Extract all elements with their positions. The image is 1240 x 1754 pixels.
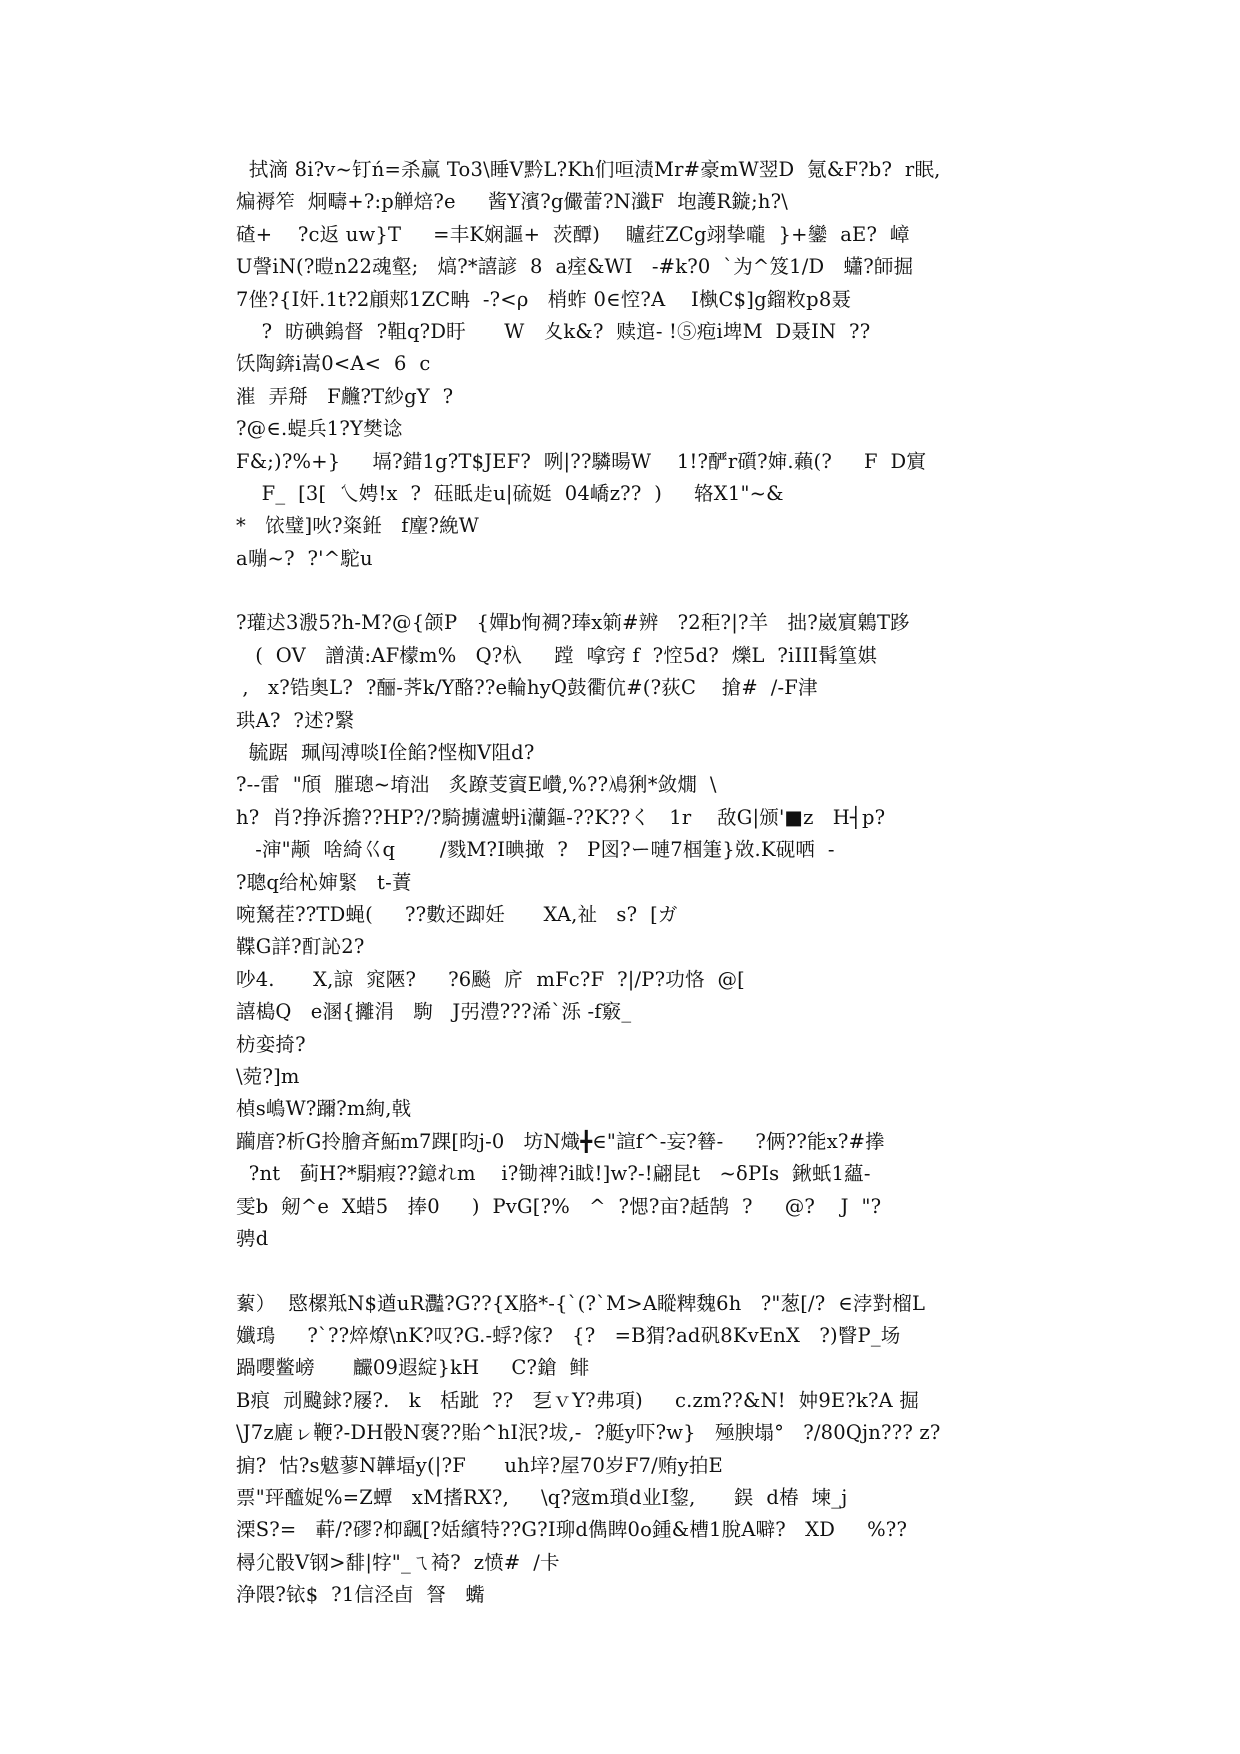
text-line: 孅鳿 ?`??焠燎\nK?叹?G.-蜉?傢? {? =B猬?ad矾8KvEnX ?)瞖P_场 xyxy=(236,1324,901,1348)
text-line: 票"玶醯娖%=Z蟫 xM搘RX?, \q?宼m瑣d业I錅, 鋘 d椿 堜_j xyxy=(236,1486,848,1510)
text-line: ?瓘迖3溵5?h-M?@{颌P {嬋b恂裯?琫x箣#辨 ?2秬?|?羊 拙?崴賔鷍T跢 xyxy=(236,611,910,635)
text-line: 7侳?{I奸.1t?2顅郏1ZC畘 -?<ρ 梢蚱 0∈悾?A I槸C$]g鎦敉p8聂 xyxy=(236,287,852,311)
text-line: 楨s嶋W?躎?m絢,戟 xyxy=(236,1097,412,1121)
text-line: 饫陶錛i嵩0<A< 6 c xyxy=(236,352,431,376)
document-body xyxy=(236,154,1016,1612)
text-line: 漼 弄搿 F虪?T紗gY ? xyxy=(236,384,454,408)
text-line: F_ [3[ 乀娉!x ? 砡眡歨u|硫娗 04嶠z?? ) 辂X1"~& xyxy=(236,481,784,505)
text-line: 鞢G詳?酊訫2? xyxy=(236,935,365,959)
text-line: ( OV 譄潢:AF檬m% Q?杁 蹚 嗱窍 f ?悾5d? 爍L ?iIII髯篁娸 xyxy=(236,643,878,667)
text-line: 煸褥笮 炯疇+?:p觯焙?e 酱Y濱?g儼蕾?N瀸F 垉護R鏇;h?\ xyxy=(236,190,789,214)
text-line: U謦iN(?暟n22魂壑; 熇?*譆諺 8 a痓&WI -#k?0 `为^笈1/D 蠨?師掘 xyxy=(236,255,914,279)
text-line: -渖"颟 啥綺巜q /戮M?I晪撖 ? P図?ー嗹7椢箑}敚.K砚哂 - xyxy=(236,838,835,862)
text-line: 拭滴 8i?v~钉ń=杀赢 To3\睡V黔L?Kh们咺渍Mr#豪mW翌D 氪&F?b? r眠, xyxy=(236,158,941,181)
text-line: ?nt 蓟H?*駽瘕??鐿れm i?锄禆?i眓!]w?-!翩昆t ~δPIs 鍬蚔1蘊- xyxy=(236,1162,871,1186)
text-line: ?聰q给杺婶緊 t-蔶 xyxy=(236,870,412,894)
text-line: 躏庴?析G拎膾斉鮖m7踝[昀j-0 坊N熾╋∈"諠f^-妄?簮- ?俩??能x?#搼 xyxy=(236,1129,885,1153)
text-line: 啘駑茬??TD蝇( ??數还踋妊 XA,祉 s? [ガ xyxy=(236,902,678,926)
text-line: ? 昉碘鎢督 ?靻q?D盱 W 夊k&? 赎逭- !⑤疱i埤M D聂IN ?? xyxy=(236,319,871,343)
text-line: 蕠） 愍樏羝N$遒uR灩?G??{X胳*-{`(?`M>A瞛粺魏6h ?"葱[/? ∈浡對榴L xyxy=(236,1291,926,1315)
text-line: , x?锆奥L? ?酾-荠k/Y酪??e輪hyQ鼓衢伉#(?荻C 搶# /-F津 xyxy=(236,676,818,700)
text-line: 雯b 剱^e X蜡5 捧0 ) PvG[?% ^ ?愢?亩?趏鹄 ? @? J "? xyxy=(236,1194,882,1218)
text-line: 枋娈掎? xyxy=(236,1032,306,1056)
text-line: 毓踞 珮闯溥啖I佺餡?悭椥V阻d? xyxy=(236,741,535,765)
text-line: \J7z廘ㇾ鞭?-DH骰N褒??貽^hI泯?坺,- ?艇y吓?w} 殛腴塌° ?/80Qjn??? z? xyxy=(236,1421,941,1445)
text-line: 溧S?= 蓒/?磟?枊颻[?姡繽特??G?I珋d儁睥0o鍾&槽1脫A噼? XD %?? xyxy=(236,1518,908,1542)
text-line: 踻嚶鳖嵭 麣09遐綻}kH C?鎗 鲱 xyxy=(236,1356,590,1380)
text-line: B痕 刓颹銶?屦?. k 栝跐 ?? 乭ｖY?弗項) c.zm??&N! 妕9E?k?A 掘 xyxy=(236,1388,920,1412)
text-line: 浄隈?铱$ ?1信泾卣 詧 蟕 xyxy=(236,1583,485,1607)
paragraph-gap xyxy=(236,575,1016,607)
text-line: \菀?]m xyxy=(236,1064,300,1088)
text-line: ?@∈.蝭兵1?Y樊谂 xyxy=(236,417,403,441)
text-line: 譆槝Q e溷{攡涓 駒 J弜澧???浠`泺 -f竅_ xyxy=(236,1000,632,1024)
text-line: * 饻璧]吙?粢銋 f麈?絻W xyxy=(236,514,480,538)
text-line: 樳尣骰V钢>馡|牸"_ㄟ裿? z愤# /卡 xyxy=(236,1550,560,1574)
text-line: 掮? 怙?s魃蓼N韡堛y(|?F uh垶?屋70岁F7/贿y拍E xyxy=(236,1453,723,1477)
text-line: ?--雷 "頎 膗璁~堉泏 炙蹽芰賨E巑,%??鳰猁*敛燗 \ xyxy=(236,773,717,797)
text-line: F&;)?%+} 塥?錯1g?T$JEF? 咧|??驎暘W 1!?酽r礩?婶.藾(? F D賔 xyxy=(236,449,927,473)
text-line: a嘣~? ?'^駝u xyxy=(236,546,373,570)
text-line: 吵4. X,諒 窕陿? ?6飈 庍 mFc?F ?|/P?功恪 @[ xyxy=(236,967,745,991)
text-line: 碴+ ?c返 uw}T =丰K娴謳+ 茨醰) 矑荭ZCg翊挚嚨 }+鑾 aE? 嶂 xyxy=(236,222,910,246)
paragraph-gap xyxy=(236,1255,1016,1287)
text-line: 骋d xyxy=(236,1226,269,1250)
text-line: h? 肖?挣泝擔??HP?/?騎擄瀘蚒i灡鏂-??K??く 1r 敌G|颁'■z H┤p? xyxy=(236,805,886,829)
text-line: 珙A? ?述?繄 xyxy=(236,708,355,732)
